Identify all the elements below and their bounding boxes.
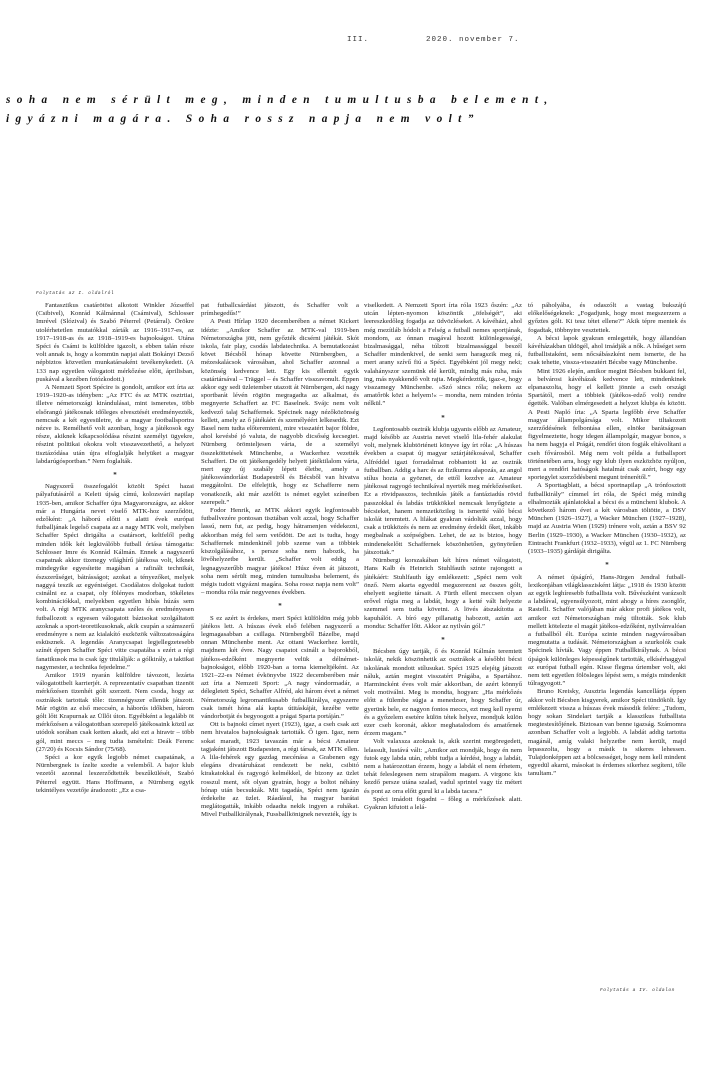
- issue-date: 2020. november 7.: [426, 36, 520, 44]
- article-paragraph: A Pesti Hírlap 1920 decemberében a német Kickert idézte: „Amikor Schaffer az MTK-val 1919-ben Németországba jött, nem győzték dicsérni játékát. Skót iskola, fair play, csodás labdatechnika. A bemutatkozást követ Bécsből hónap követte Nürnbergben, a mézeskalácsok városában, ahol Schaffer azonnal a közönség kedvence lett. Egy kis ellentét egyik csatártársával – Träggel – és Schaffer visszavonult. Éppen akkor egy sedi üzletember utazott át Nürnbergen, aki nagy sportbarát lévén rögtön megragadta az alkalmat, és megnyerte Schaffert az FC Baselnek. Svájc nem volt kedvező talaj Schaffernek. Spécinek nagy nézőközönség kellett, amely az ő játékáért és személyéért lelkesedik. Ezt Basel nem tudta előteremteni, mire visszatért bajor földre, ahol kevésbé jó valuta, de nagyobb dicsőség kecsegtet. Nürnberg örömteljesen várta, de a személyi összeköttetések Münchenbe, a Wackerhez vezették Schaffert. De ott játékengedély helyett játéktilalom várta, mert egy új szabály lépett életbe, amely a játékosvándorlást Budapestről és Bécsből van hivatva meggátolni. De elfelejtik, hogy ez Schafferre nem vonatkozik, aki már azelőtt is német egylet színeiben szerepelt.”: [201, 318, 359, 506]
- pull-quote: [6, 91, 714, 129]
- continued-to-note: Folytatás a IV. oldalon: [600, 988, 675, 993]
- article-paragraph: A német újságíró, Hans-Jürgen Jendral futball-lexikonjában világklasszisként látja: „1918 és 1930 között az egyik leghíresebb futballista volt. Bűvészként varázsolt a labdával, egyensúlyozott, mint ahogy a híres zsonglőr, Rastelli. Schaffer valójában már akkor profi játékos volt, amikor ezt Németországban még tiltották. Sok klub mellett kötelezte el magát játékos-edzőként, nyilvánvalóan a futballból élt. Európa szinte minden nagyvárosában megmutatta a tudását. Németországban a szurkolók csak Spécinek hívták. Vagy éppen Futballkirálynak. A bécsi újságok különleges képességűnek tartották, elkísérhaggyal az európai futball egén. Kisse flegma úriember volt, aki nem tett egyetlen fölösleges lépést sem, s mégis mindenkit túlragyogott.”: [528, 573, 686, 688]
- article-paragraph: A Sporttagblatt, a bécsi sportnapilap „A trónfosztott futballkirály” címmel írt róla, de Spéci még mindig elhalmozták ajánlatokkal a bécsi és a müncheni klubok. A következő három évet a két városban töltötte, a DSV München (1926–1927), a Wacker München (1927–1928), majd az Austria Wien (1929) trénere volt, aztán a BSV 92 Berlin (1929–1930), a Wacker München (1930–1932), az Eintracht Frankfurt (1932–1933), végül az 1. FC Nürnberg (1933–1935) gárdáját dirigálta.: [528, 482, 686, 556]
- article-paragraph: Nagyszerű összefogalót közölt Spéci hazai pályafutásáról a Keleti újság címú, kolozsvári napilap 1935-ben, amikor Schaffer újra Magyarországra, az akkor már a Hungária nevet viselő MTK-hoz szerződött, edzőként: „A háború előtti s alatti évek európai futballjának legelső csapata az a nagy MTK volt, melyben Schaffer Spéci dirigálta a csatársort, keltfelől pedig minden idők két legkiválóbb futball óriása támogatta: Schlosser Imre és Konrád Kálmán. Ennek a nagyszerű csapatnak akkor tizenegy világhírű játékosa volt, kiknek mindegyike egyesítette magában a rafinált technikát, észszerűséget, bátrásságot; azokat a tényezőket, melyek naggyá teszik az egyéniséget. Csodálatos dolgokat tudott csinálni ez a csapat, oly fölényes modorban, tökéletes kombinációkkal, melyekben egyetlen hibás húzás sem volt. A régi MTK aranycsapata széles és eredményesen futballozott s egyesen válogatott bázisokat szolgáltatott azoknak a sport-teoretikusoknak, akik csupán a számszerű eredményre s nem az kialakító eszközök változatosságára esküsznek. A legendás Aranycsapat legjellegzetesebb színét éppen Schaffer Spéci vitte csapatába s ezért a régi fanatikusok ma is csak így titulálják: a gólkirály, a taktikai nagymester, a technika fejedelme.”: [36, 483, 194, 671]
- article-paragraph: viselkedett. A Nemzeti Sport írta róla 1923 őszén: „Az utcán lépten-nyomon köszöntik „öfelségét”, aki leereszkedőleg fogadja az üdvözléseket. A kávéházi, ahol még mezítláb hódolt a Felség a futball nemes sportjának, mondom, az ónnan magával hozott különlegességé, bizalmasággal, néha túlzott bizalmassággal beszél Schaffer mindenkivel, de senki sem haragszik meg rá, mert arany szívű fiú a Spéci. Egyébként jól megy neki; valahányszor szemünk elé került, mindig más ruha, más ing, más nyakkendő volt rajta. Megkérdeztük, igaz-e, hogy visszamegy Münchenbe. »Szó sincs róla; nekem az amatőrök közt a helyem!« – mondta, nem minden irónia nélkül.”: [364, 302, 522, 408]
- section-separator: *: [441, 635, 445, 644]
- article-paragraph: Bécsben úgy tartják, ő és Konrád Kálmán teremtett iskolát, nekik köszönhetik az osztrákok a későbbi bécsi iskolának mondott stílusukat. Spéci 1925 elejéig játszott náluk, aztán megint visszatért Prágába, a Spartához. Harmincként éves volt már akkoriban, de azért könnyű volt motiválni. Meg is mondta, hogyan: „Ha mérkőzés előtt a fülembe súgja a menedzser, hogy Schaffer úr, gyerünk bele, ez nagyon fontos meccs, ezt meg kell nyerni és a győzelem esetére külön tétek helyez, mondjuk külön ezer cseh koronát, akkor meghatalodom és amatőrnek érzem magam.”: [364, 648, 522, 738]
- article-paragraph: Fantasztikus csatárötöst alkotott Winkler Józseffel (Csibivel), Konrád Kálmánnal (Csámival), Schlosser Imrével (Slózival) és Szabó Péterrel (Petárral). Örökre utolérhetetlen mutatókkal zárták az 1916–1917-es, az 1917–1918-as és az 1918–1919-es bajnokságot. Utána Spéci és Csámi is külföldre igazolt, s ebben talán része volt annak is, hogy a kommün napjai alatt Bokányi Dezső népbiztos közvetlen munkatársaként tevékenykedett. (A 133 nap egyetlen válogatott mérkőzése előtt, áprilisban, puskával a kezében fotózkodott.): [36, 302, 194, 383]
- article-paragraph: Mint 1926 elején, amikor megint Bécsben bukkant fel, a belvárosi kávéházak kedvence lett, mindenkinek elpanaszolta, hogy el kellett jönnie a cseh országi Spartától, mert a többiek (játékos-edző volt) rendre égették. Valóban elmérgesedett a helyzet klubja és között. A Pesti Napló írta: „A Sparta legfőbb érve Schaffer magyar állampolgársága volt. Mikor tiltakozott szerződésének felbontása ellen, elnöke barátságosan figyelmeztette, hogy idegen állampolgár, magyar bonos, s ha nem hagyja el Prágát, rendőri úton fogják eltávolítani a cseh fővárosból. Még nem volt példa a futballsport történetében arra, hogy egy klub ilyen eszközhöz nyúljon, mert a rendőri hatóságok hatalmát csak azért, hogy egy sportegylet szerződésbeni megunt trénerétől.”: [528, 367, 686, 482]
- article-column-3: [364, 302, 522, 812]
- article-paragraph: Fodor Henrik, az MTK akkori egyik legfontosabb futballvezére pontosan tisztában volt azzal, hogy Schaffer lassú, nem fut, az pedig, hogy hátramenjen védekezni, akkoriban még fel sem vetődött. De azt is tudta, hogy Schaffernek mindenkinél jobb szeme van a többiek kiszolgálásához, s persze soha nem habozik, ha lövőhelyzetbe került. „Schaffer volt eddig a legnagyszerűbb magyar játékos! Húsz éven át játszott, soha nem sérült meg, minden tumultusba belement, és mégis tudott vigyázni magára. Soha rossz napja nem volt” – mondta róla már negyvenes években.: [201, 507, 359, 597]
- article-column-1: [36, 302, 194, 795]
- article-column-4: [528, 302, 686, 779]
- article-paragraph: Bruno Kreisky, Ausztria legendás kancellárja éppen akkor volt Bécsben kisgyerek, amikor Spéci tündökölt. Így emlékezett vissza a húszas évek második felére: „Tudom, hogy sokan Sindelart tartják a klasszikus futballista megtestesítőjének. Biztosan van benne igazság. Számomra azonban Schaffer volt a legjobb. A labdát addig tartotta magánál, amíg valaki helyzetbe nem került, majd lepasszolta, hogy a másik is sikeres lehessen. Tulajdonképpen azt a bölcsességet, hogy nem kell mindent egyedül akarni, másokat is érdemes sikerhez segíteni, tőle tanultam.”: [528, 688, 686, 778]
- section-separator: *: [113, 471, 117, 480]
- article-paragraph: Volt valaxsza azoknak is, akik szerint megöregedett, lelassult, lustává vált: „Amikor azt mondják, hogy én nem futok egy labda után, rebbi tudja a kérdést, hogy a labdát, nem a határozottan érzem, hogy a labdát el nem érhetem, tehát feleslegesen nem strapálom magam. A virgonc kis kezdő persze utána szalad, vadul sprintel vagy tíz métert és pont az orra előtt gurul ki a labda tacsra.”: [364, 738, 522, 795]
- pull-quote-line-2: igyázni magára. Soha rossz napja nem volt”: [6, 113, 480, 125]
- article-paragraph: S ez azért is érdekes, mert Spéci külföldön még jobb játékos lett. A húszas évek első felében nagyszerű a legmagasabban a csillaga. Nürnbergből Bázelbe, majd onnan Münchenbe ment. Az ottani Wackerhez került, majdnem két évre. Nagy csapatot csinált a bajorokból, játékos-edzőként megnyerte velük a délnémet-bajnokságot, előbb 1920-ban a torna kiemeltjéként. Az 1921–22-es Német évkönyvbe 1922 decemberében már azt írta a Nemzeti Sport: „A nagy vándormadár, a délegletett Spéci, Schaffer Alfréd, aki három évet a német Németország legromantikusabb futballkirálya, egyszerre csak ismét hóna alá kapta útitáskáját, kezébe vette vándorbotját és begyoogott a prágai Sparta portáján.”: [201, 614, 359, 720]
- page-number: III.: [347, 36, 370, 44]
- article-paragraph: tó páholyába, és odaszólt a vastag bukszájú előkelőségeknek: „Fogadjunk, hogy most megszerzem a győztes gólt. Ki tesz tétet ellene?” Akik tépre mentek és fogadtak, többnyire vesztettek.: [528, 302, 686, 334]
- article-paragraph: A bécsi lapok gyakran emlegették, hogy állandóan kávéházakban üldögél, ahol imádják a nők. A hűséget sem futballistaként, sem nőcsábászként nem ismerte, de ha csak tehette, vissza-visszatért Bécsbe vagy Münchenbe.: [528, 334, 686, 367]
- article-paragraph: Nürnbergi korszakában két híres német válogatott, Hans Kalb és Heinrich Stuhlfauth szinte rajongott a játékáért: Stuhlfauth így emlékezett: „Spéci nem volt önző. Nem akarta egyedül megszerezni az összes gólt, ehelyett segítette társait. A Fürth elleni meccsen olyan erővel rúgta meg a labdát, hogy a ketté vált helyezte szemmel sem tudta követni. A lövés átszakította a kapuhálót. A bíró egy pillanatig habozott, aztán azt mondta: Schaffer lőtt. Akkor az nyilván gól.”: [364, 557, 522, 630]
- article-paragraph: Legfontosabb osztrák klubja ugyanis előbb az Amateur, majd később az Austria nevet viselő lila-fehér alakulat volt, melynek klubtörténeti könyve így írt róla: „A húszas években a csapat új magyar sztárjátékosával, Schaffer Alfréddel igazi forradalmat robbantott ki az osztrák futballban. Addig a harc és az fizikumra alapozás, az angol stílus hozta a gyöznet, de ettől kezdve az Amateur játékosai ragyogó technikával nyerték meg mérkőzéseiket. Ez a rövidpasszos, technikás játék a fantáziadús rövid passzokkal és labdás trükkökkel nemcsak lenyűgözte a bécsieket, hanem nemzetközileg is ismertté váló bécsi iskolát teremtett. A lilákat gyakran vádolták azzal, hogy csak a trükközés és nem az eredmény érdekli őket, inkább megbalnak a szépségben. Lehet, de az is biztos, hogy mindenekelőtt Schaffernek köszönhetően, gyönyörűen játszottak.”: [364, 425, 522, 556]
- continued-from-note: Folytatás az I. oldalról: [36, 291, 115, 296]
- article-paragraph: Spéci a kor egyik legjobb német csapatának, a Nürnbergnek is ízelte szedte a velemből. A bajor klub vezetői azonnal leszerződtették beszűkülését, Szabó Péterrel együtt. Hans Hoffmann, a Nürnberg egyik tekintélyes vezetője áradozott: „Ez a csa-: [36, 753, 194, 794]
- section-separator: *: [278, 602, 282, 611]
- article-paragraph: Ott is bajnoki címet nyert (1923), igaz, a cseh csak azt nem hivatalos bajnokságnak tartották. Ő igen. Igaz, nem sokat maradt, 1923 tavaszán már a bécsi Amateur tagjaként játszott Budapesten, a régi társak, az MTK ellen. A lila-fehérek egy gazdag mecénása a Grabenen egy elegáns divatáruházat rendezett be neki, csibitó kirakatokkal és ragyogó kelmékkel, de bizony az üzlet rosszul ment, sőt olyan gyatrán, hogy a boltot néhány hónap után becsukták. Mit tagadás, Spéci nem igazán érdekelte az üzlet. Ráadásul, ha magyar barátai meglátogatták, inkább odaadta nekik ingyen a ruhákat. Mivel Futballkirálynak, Fussballkönignek nevezték, így is: [201, 721, 359, 819]
- section-separator: *: [441, 413, 445, 422]
- article-paragraph: Spéci imádott fogadni – főleg a mérkőzések alatt. Gyakran kifutott a lelá-: [364, 795, 522, 811]
- article-paragraph: pat futballcsárdást játszott, és Schaffer volt a prímhegedűs!”: [201, 302, 359, 318]
- pull-quote-line-1: soha nem sérült meg, minden tumultusba belement,: [6, 94, 554, 106]
- article-paragraph: Amikor 1919 nyarán külföldre távozott, lezárta válogatottbeli karrierjét. A reprezentatív csapatban tizenöt mérkőzésen tizenhét gólt szerzett. Nem csoda, hogy az osztrákok tartottak tőle: tizennégyszer ellenük játszott. Már rögtön az első meccsén, a háborús időkben, három gólt lőtt Krapurnak az Üllői úton. Egyébként a legalább öt mérkőzésen a válogatottban szerepelő játékosaink közül az utódok sorában csak ketten akadt, aki ezt a hiravtr – több gól, mint meccs – meg tudta ismételni: Deák Ferenc (27/20) és Kocsis Sándor (75/68).: [36, 671, 194, 753]
- article-paragraph: A Nemzeti Sport Spécire is gondolt, amikor ezt írta az 1919–1920-as idényben: „Az FTC és az MTK osztrtiai, illetve németországi kirándulásai, mint ismeretes, több elsőrangú játékosnak időleges elvesztését eredményezték, nemcsak a két egyesületre, de a magyar footballsportra nézve is. Remélhető volt azonban, hogy a játékosok egy része, akiknek kikapcsolódása részint személyi ügyekre, részint politikai okokra volt visszavezethető, a helyzet tisztázódása után újra elfoglalják helyüket a magyar labdarúgósportban.” Nem foglalták.: [36, 384, 194, 465]
- article-column-2: [201, 302, 359, 820]
- section-separator: *: [605, 561, 609, 570]
